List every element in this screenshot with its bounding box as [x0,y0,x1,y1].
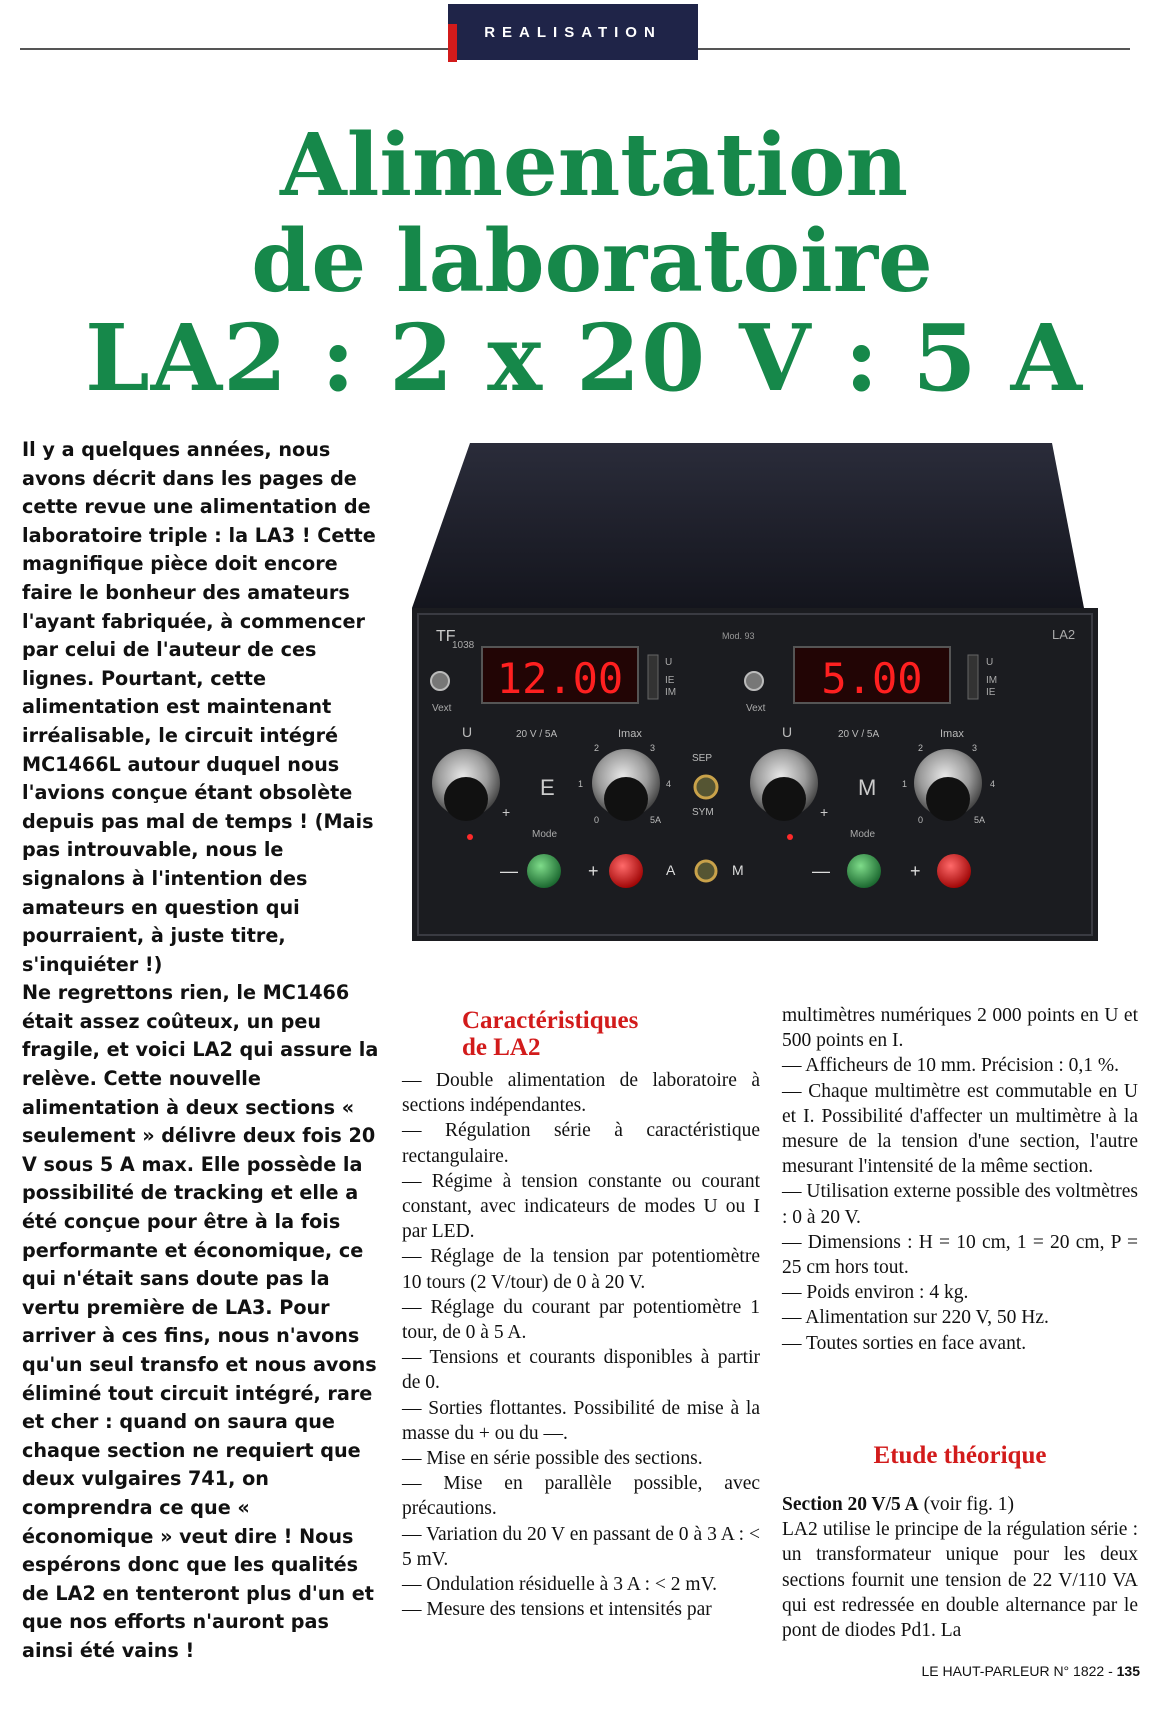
display-left: 12.00 [496,654,624,703]
carac-item: — Variation du 20 V en passant de 0 à 3 A : < 5 mV. [402,1523,760,1570]
display-right: 5.00 [821,654,923,703]
column-3 [782,1003,1138,1356]
post-green-left [527,854,561,888]
dial-left-3: 3 [650,743,656,753]
label-imax-right: Imax [940,728,964,740]
dial-right-2: 2 [918,743,924,753]
etude-heading: Etude théorique [873,1442,1047,1469]
title-line-3: LA2 : 2 x 20 V : 5 A [85,304,1083,412]
carac-item: — Mise en série possible des sections. [402,1448,703,1470]
vext-left-toggle [431,672,449,690]
dial-left-5a: 5A [650,815,662,825]
carac-item: — Double alimentation de laboratoire à sections indépendantes. [402,1070,760,1117]
post-green-right [847,854,881,888]
carac-item: — Mise en parallèle possible, avec précautions. [402,1473,760,1520]
intro-text [22,436,382,1666]
carac-item: — Afficheurs de 10 mm. Précision : 0,1 %. [782,1055,1120,1077]
etude-section-ref: (voir fig. 1) [918,1494,1015,1515]
dial-right-3: 3 [972,743,978,753]
carac-item: — Chaque multimètre est commutable en U et I. Possibilité d'affecter un multimètre à la mesure de la tension d'une section, l'autre mesurant l'intensité de la même section. [782,1080,1138,1178]
header-rule-right [698,48,1130,50]
footer-page-number: 135 [1116,1663,1140,1679]
caracteristiques-heading-line-2: de LA2 [462,1034,541,1061]
dial-left-0: 0 [594,815,600,825]
photo-model: Mod. 93 [722,631,755,641]
carac-item: — Alimentation sur 220 V, 50 Hz. [782,1307,1049,1329]
section-m-label: M [858,775,877,800]
section-tag-mark [448,24,457,62]
carac-item: — Ondulation résiduelle à 3 A : < 2 mV. [402,1574,718,1596]
sel-right-ie: IE [986,687,996,698]
sel-right-im: IM [986,675,998,686]
photo-brand-sub: 1038 [452,640,475,651]
etude-body [782,1492,1138,1643]
dial-right-5a: 5A [974,815,986,825]
tracking-toggle [696,861,716,881]
column-2 [402,1068,760,1622]
carac-item: — Sorties flottantes. Possibilité de mise à la masse du + ou du —. [402,1397,760,1444]
etude-section-title: Section 20 V/5 A [782,1494,919,1515]
led-right [787,834,793,840]
dial-left-4: 4 [666,779,672,789]
intro-paragraph-2: Ne regrettons rien, le MC1466 était assez coûteux, un peu fragile, et voici LA2 qui assure la relève. Cette nouvelle alimentation à deux sections « seulement » délivre deux fois 20 V sous 5 A max. Elle possède la possibilité de tracking et elle a été conçue pour être à la fois performante et économique, ce qui n'était sans doute pas la vertu première de LA3. Pour arriver à ces fins, nous n'avons qu'un seul transfo et nous avons éliminé tout circuit intégré, rare et cher : quand on saura que chaque section ne requiert que deux vulgaires 741, on comprendra ce que « économique » veut dire ! Nous espérons donc que les qualités de LA2 en tenteront plus d'un et que nos efforts n'auront pas ainsi été vains ! [22,981,379,1662]
section-e-label: E [540,775,555,800]
label-u-right: U [782,724,793,740]
carac-item: — Utilisation externe possible des voltmètres : 0 à 20 V. [782,1181,1138,1228]
vext-right-label: Vext [746,703,766,714]
intro-paragraph-1: Il y a quelques années, nous avons décrit dans les pages de cette revue une alimentation de laboratoire triple : la LA3 ! Cette magnifique pièce doit encore faire le bonheur des amateurs l'ayant fabriquée, à commencer par celui de l'auteur de ces lignes. Pourtant, cette alimentation est maintenant irréalisable, le circuit intégré MC1466L autour duquel nous l'avions conçue étant obsolète depuis pas mal de temps ! (Mais pas introuvable, nous le signalons à l'intention des amateurs en question qui pourraient, à juste titre, s'inquiéter !) [22,438,376,976]
dial-left-1: 1 [578,779,584,789]
dial-right-4: 4 [990,779,996,789]
post-red-left [609,854,643,888]
device-photo [412,443,1098,941]
caracteristiques-heading [462,1007,762,1061]
section-tag [448,4,698,60]
carac-item: — Régulation série à caractéristique rectangulaire. [402,1120,760,1167]
photo-product-label: LA2 [1052,627,1076,642]
carac-item: — Poids environ : 4 kg. [782,1282,969,1304]
section-tag-label: REALISATION [484,23,662,41]
sel-right-u: U [986,657,994,668]
label-sym: SYM [692,807,714,818]
carac-item: multimètres numériques 2 000 points en U et 500 points en I. [782,1005,1138,1052]
carac-item: — Tensions et courants disponibles à partir de 0. [402,1347,760,1394]
carac-item: — Réglage du courant par potentiomètre 1 tour, de 0 à 5 A. [402,1296,760,1344]
label-plus-right: + [910,861,921,881]
carac-item: — Mesure des tensions et intensités par [402,1599,712,1621]
label-m: M [732,862,744,878]
label-a: A [666,862,676,878]
carac-item: — Toutes sorties en face avant. [782,1332,1027,1354]
post-red-right [937,854,971,888]
label-sep: SEP [692,753,713,764]
dial-right-1: 1 [902,779,908,789]
title-line-1: Alimentation [279,115,909,216]
vext-left-label: Vext [432,703,452,714]
dial-left-2: 2 [594,743,600,753]
carac-item: — Régime à tension constante ou courant constant, avec indicateurs de modes U ou I par LED. [402,1170,760,1243]
label-plus-left: + [588,861,599,881]
sep-sym-toggle [695,776,717,798]
label-mode-left: Mode [532,829,558,840]
dial-right-0: 0 [918,815,924,825]
photo-brand: TF [436,628,456,645]
label-plus-left-knob: + [502,804,511,820]
label-range-left: 20 V / 5A [516,729,558,740]
sel-left-ie: IE [665,675,675,686]
vext-right-toggle [745,672,763,690]
page-footer [921,1663,1140,1679]
etude-body-text: LA2 utilise le principe de la régulation série : un transformateur unique pour les deux sections fournit une tension de 22 V/110 VA qui est redressée en double alternance par le pont de diodes Pd1. La [782,1519,1138,1642]
header-rule-left [20,48,448,50]
article-title [0,115,1168,412]
caracteristiques-heading-line-1: Caractéristiques [462,1007,639,1034]
label-minus-left: — [500,861,518,881]
label-plus-right-knob: + [820,804,829,820]
title-line-2: de laboratoire [251,211,933,312]
footer-magazine: LE HAUT-PARLEUR N° 1822 - [921,1663,1117,1679]
etude-paragraph [782,1492,1138,1517]
led-left [467,834,473,840]
label-range-right: 20 V / 5A [838,729,880,740]
sel-left-u: U [665,657,673,668]
label-imax-left: Imax [618,728,642,740]
label-u-left: U [462,724,473,740]
label-mode-right: Mode [850,829,876,840]
sel-left-im: IM [665,687,677,698]
carac-item: — Réglage de la tension par potentiomètre 10 tours (2 V/tour) de 0 à 20 V. [402,1246,760,1293]
label-minus-right: — [812,861,830,881]
carac-item: — Dimensions : H = 10 cm, 1 = 20 cm, P = 25 cm hors tout. [782,1231,1138,1279]
